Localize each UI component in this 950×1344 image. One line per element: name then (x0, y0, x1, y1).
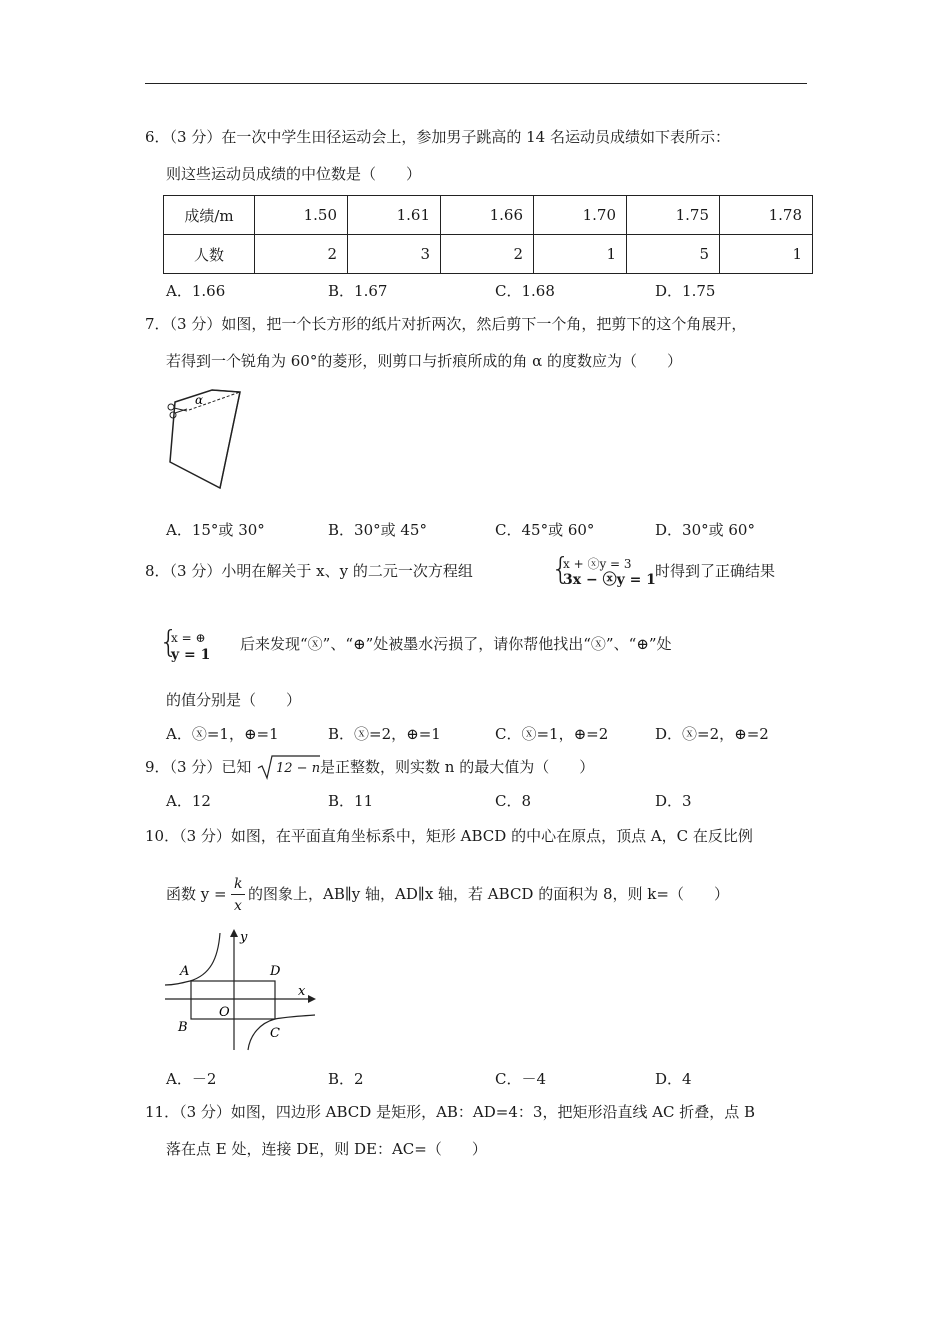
table-cell: 1.61 (348, 196, 441, 235)
q6-option-b[interactable]: B．1.67 (328, 282, 388, 300)
table-cell: 1.78 (720, 196, 813, 235)
q8-line1: 8．（3 分）小明在解关于 x、y 的二元一次方程组 (145, 562, 473, 580)
q6-stem: 6．（3 分）在一次中学生田径运动会上，参加男子跳高的 14 名运动员成绩如下表所示： (145, 128, 730, 146)
q8-system-brace: { (551, 552, 571, 587)
q8-option-a[interactable]: A．ⓧ=1，⊕=1 (166, 725, 279, 743)
q10-fraction-denominator: x (234, 898, 242, 914)
q8-equation-2: 3x − ⓧy = 1 (563, 572, 656, 588)
q7-option-c[interactable]: C．45°或 60° (495, 521, 595, 539)
table-cell: 1 (720, 235, 813, 274)
q6-option-d[interactable]: D．1.75 (655, 282, 716, 300)
q8-line2: 后来发现“ⓧ”、“⊕”处被墨水污损了，请你帮他找出“ⓧ”、“⊕”处 (240, 635, 672, 653)
q7-option-b[interactable]: B．30°或 45° (328, 521, 427, 539)
table-row (164, 235, 813, 274)
table-cell: 1.75 (627, 196, 720, 235)
q8-option-d[interactable]: D．ⓧ=2，⊕=2 (655, 725, 769, 743)
q10-line2-suffix: 的图象上，AB∥y 轴，AD∥x 轴，若 ABCD 的面积为 8，则 k=（ ） (248, 885, 729, 903)
q7-option-d[interactable]: D．30°或 60° (655, 521, 755, 539)
q10-label-y: y (240, 930, 248, 945)
q10-label-a: A (180, 964, 190, 979)
table-cell: 5 (627, 235, 720, 274)
table-header-cell: 成绩/m (164, 196, 255, 235)
q7-line2: 若得到一个锐角为 60°的菱形，则剪口与折痕所成的角 α 的度数应为（ ） (166, 352, 683, 370)
q9-suffix: 是正整数，则实数 n 的最大值为（ ） (320, 758, 595, 776)
q10-line2-prefix: 函数 y = (166, 885, 227, 903)
q9-prefix: 9．（3 分）已知 (145, 758, 252, 776)
q8-option-b[interactable]: B．ⓧ=2，⊕=1 (328, 725, 441, 743)
q10-label-d: D (270, 964, 281, 979)
q6-option-c[interactable]: C．1.68 (495, 282, 555, 300)
table-cell: 2 (441, 235, 534, 274)
q10-label-o: O (219, 1005, 230, 1020)
q8-solution-brace: { (159, 625, 179, 660)
q8-equation-1: x + ⓧy = 3 (563, 557, 632, 571)
q10-fraction-numerator: k (234, 876, 243, 892)
q9-option-d[interactable]: D．3 (655, 792, 692, 810)
q10-label-b: B (178, 1020, 188, 1035)
q10-label-c: C (270, 1026, 280, 1041)
q9-radicand: 12 − n (276, 761, 321, 776)
q10-option-d[interactable]: D．4 (655, 1070, 692, 1088)
q10-fraction-bar (231, 894, 245, 895)
q9-option-a[interactable]: A．12 (166, 792, 211, 810)
q10-label-x: x (298, 984, 306, 999)
q9-option-c[interactable]: C．8 (495, 792, 532, 810)
header-rule (145, 83, 807, 84)
q10-option-a[interactable]: A．－2 (166, 1070, 217, 1088)
q8-line1-tail: 时得到了正确结果 (655, 562, 776, 580)
q10-line1: 10．（3 分）如图，在平面直角坐标系中，矩形 ABCD 的中心在原点，顶点 A，C 在反比例 (145, 827, 753, 845)
q7-alpha-label: α (195, 393, 204, 407)
q9-option-b[interactable]: B．11 (328, 792, 374, 810)
q6-option-a[interactable]: A．1.66 (166, 282, 226, 300)
q11-line1: 11．（3 分）如图，四边形 ABCD 是矩形，AB：AD=4：3，把矩形沿直线 AC 折叠，点 B (145, 1103, 756, 1121)
q10-option-b[interactable]: B．2 (328, 1070, 364, 1088)
q7-line1: 7．（3 分）如图，把一个长方形的纸片对折两次，然后剪下一个角，把剪下的这个角展开， (145, 315, 747, 333)
q10-option-c[interactable]: C．－4 (495, 1070, 547, 1088)
table-row (164, 196, 813, 235)
table-cell: 2 (255, 235, 348, 274)
q6-score-table (163, 195, 813, 274)
table-cell: 1.70 (534, 196, 627, 235)
q11-line2: 落在点 E 处，连接 DE，则 DE：AC=（ ） (166, 1140, 487, 1158)
q8-line3: 的值分别是（ ） (166, 691, 302, 709)
table-cell: 1.50 (255, 196, 348, 235)
q7-folded-paper-figure (165, 380, 250, 490)
q8-solution-1: x = ⊕ (171, 631, 206, 645)
q8-option-c[interactable]: C．ⓧ=1，⊕=2 (495, 725, 609, 743)
table-cell: 1.66 (441, 196, 534, 235)
table-header-cell: 人数 (164, 235, 255, 274)
q8-solution-2: y = 1 (171, 647, 211, 663)
q10-coordinate-figure (160, 925, 320, 1055)
table-cell: 3 (348, 235, 441, 274)
q7-option-a[interactable]: A．15°或 30° (166, 521, 265, 539)
table-cell: 1 (534, 235, 627, 274)
q6-ask: 则这些运动员成绩的中位数是（ ） (166, 165, 422, 183)
